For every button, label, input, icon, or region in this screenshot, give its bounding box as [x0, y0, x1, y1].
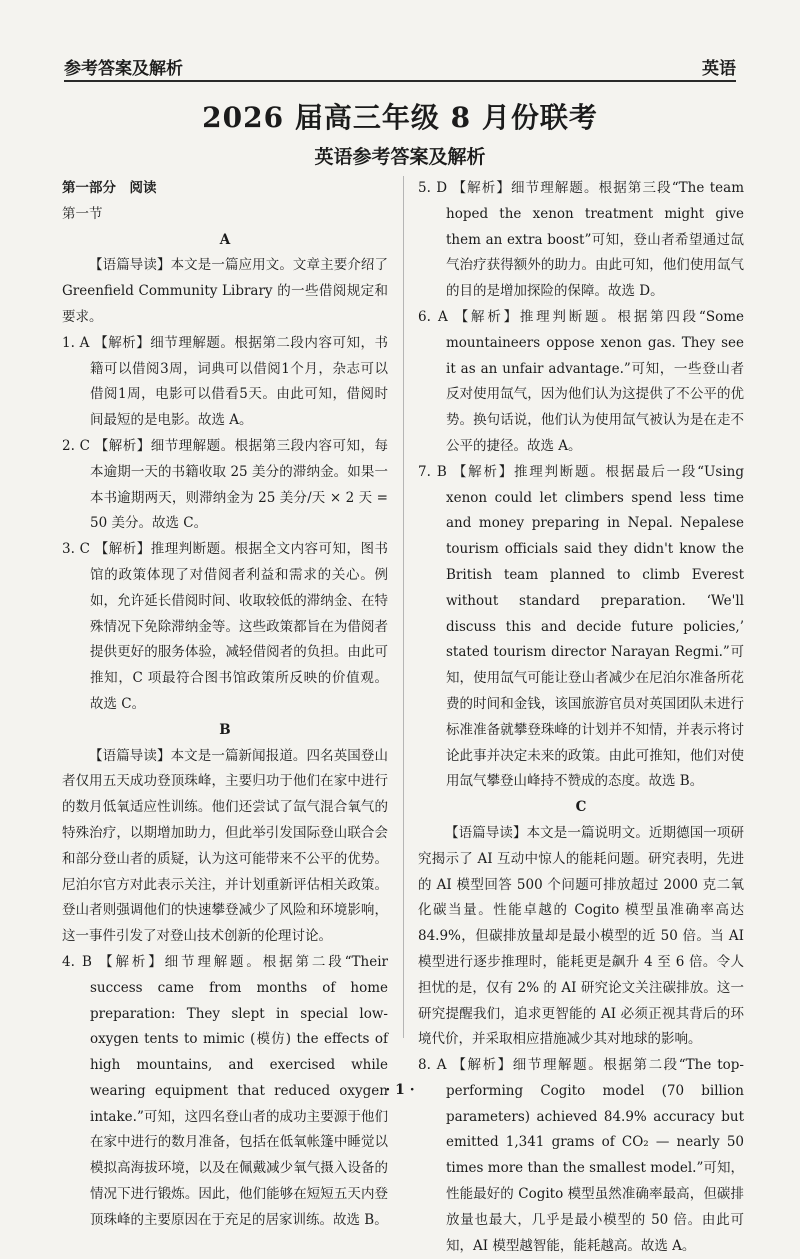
passage-a-label: A [219, 231, 231, 248]
left-column [62, 176, 388, 1234]
passage-b-label: B [219, 721, 231, 738]
answer-q2: 2. C 【解析】细节理解题。根据第三段内容可知，每本逾期一天的书籍收取 25 美分的滞纳金。如果一本书逾期两天，则滞纳金为 25 美分/天 × 2 天 = 50 美分。故选 C。 [62, 437, 388, 532]
part-heading: 第一部分 阅读 [62, 180, 157, 196]
page-subtitle: 英语参考答案及解析 [314, 146, 486, 168]
page-number: · 1 · [385, 1082, 415, 1098]
passage-c-intro: 【语篇导读】本文是一篇说明文。近期德国一项研究揭示了 AI 互动中惊人的能耗问题。研究表明，先进的 AI 模型回答 500 个问题可排放超过 2000 克二氧化碳当量。性能卓越的 Cogito 模型虽准确率高达 84.9%，但碳排放量却是最小模型的近 50 倍。当 AI 模型进行逐步推理时，能耗更是飙升 4 至 6 倍。令人担忧的是，仅有 2% 的 AI 研究论文关注碳排放。这一研究提醒我们，追求更智能的 AI 必须正视其背后的环境代价，并采取相应措施减少其对地球的影响。 [418, 824, 744, 1048]
answer-q4: 4. B 【解析】细节理解题。根据第二段“Their success came from months of home preparation: They slept in special low-oxygen tents to mimic (模仿) the effects of high mountains, and exercised while wearing equipment that reduced oxygen intake.”可知，这四名登山者的成功主要源于他们在家中进行的数月准备，包括在低氧帐篷中睡觉以模拟高海拔环境，以及在佩戴减少氧气摄入设备的情况下进行锻炼。因此，他们能够在短短五天内登顶珠峰的主要原因在于充足的居家训练。故选 B。 [62, 953, 388, 1228]
answer-q7: 7. B 【解析】推理判断题。根据最后一段“Using xenon could let climbers spend less time and money preparing in Nepal. Nepalese tourism officials said they didn't know the British team planned to climb Everest without standard preparation. ‘We'll discuss this and decide future policies,’ stated tourism director Narayan Regmi.”可知，使用氙气可能让登山者减少在尼泊尔准备所花费的时间和金钱，该国旅游官员对英国团队未进行标准准备就攀登珠峰的计划并不知情，并表示将讨论此事并决定未来的政策。由此可推知，他们对使用氙气攀登山峰持不赞成的态度。故选 B。 [418, 463, 744, 790]
answer-q6: 6. A 【解析】推理判断题。根据第四段“Some mountaineers oppose xenon gas. They see it as an unfair advantage.”可知，一些登山者反对使用氙气，因为他们认为这提供了不公平的优势。换句话说，他们认为使用氙气被认为是在走不公平的捷径。故选 A。 [418, 308, 744, 454]
passage-a-intro: 【语篇导读】本文是一篇应用文。文章主要介绍了 Greenfield Community Library 的一些借阅规定和要求。 [62, 257, 388, 325]
page-title: 2026 届高三年级 8 月份联考 [202, 101, 598, 134]
header-left-label: 参考答案及解析 [64, 59, 183, 79]
answer-q1: 1. A 【解析】细节理解题。根据第二段内容可知，书籍可以借阅3周，词典可以借阅1个月，杂志可以借阅1周，电影可以借看5天。由此可知，借阅时间最短的是电影。故选 A。 [62, 334, 388, 429]
page-header [64, 44, 736, 82]
passage-b-intro: 【语篇导读】本文是一篇新闻报道。四名英国登山者仅用五天成功登顶珠峰，主要归功于他们在家中进行的数月低氧适应性训练。他们还尝试了氙气混合氧气的特殊治疗，以期增加助力，但此举引发国际登山联合会和部分登山者的质疑，认为这可能带来不公平的优势。尼泊尔官方对此表示关注，并计划重新评估相关政策。登山者则强调他们的快速攀登减少了风险和环境影响，这一事件引发了对登山技术创新的伦理讨论。 [62, 747, 388, 945]
section-heading: 第一节 [62, 205, 103, 222]
passage-c-label: C [575, 799, 587, 816]
answer-q3: 3. C 【解析】推理判断题。根据全文内容可知，图书馆的政策体现了对借阅者利益和需求的关心。例如，允许延长借阅时间、收取较低的滞纳金、在特殊情况下免除滞纳金等。这些政策都旨在为借阅者提供更好的服务体验，减轻借阅者的负担。由此可推知，C 项最符合图书馆政策所反映的价值观。故选 C。 [62, 541, 388, 712]
header-subject-label: 英语 [702, 59, 736, 79]
column-divider [403, 176, 404, 1038]
answer-q5: 5. D 【解析】细节理解题。根据第三段“The team hoped the xenon treatment might give them an extra boost”可知，登山者希望通过氙气治疗获得额外的助力。由此可知，他们使用氙气的目的是增加探险的保障。故选 D。 [418, 180, 744, 300]
answer-q8: 8. A 【解析】细节理解题。根据第二段“The top-performing Cogito model (70 billion parameters) achieved 84.9% accuracy but emitted 1,341 grams of CO₂ — nearly 50 times more than the smallest model.”可知，性能最好的 Cogito 模型虽然准确率最高，但碳排放量也最大，几乎是最小模型的 50 倍。由此可知，AI 模型越智能，能耗越高。故选 A。 [418, 1057, 744, 1254]
